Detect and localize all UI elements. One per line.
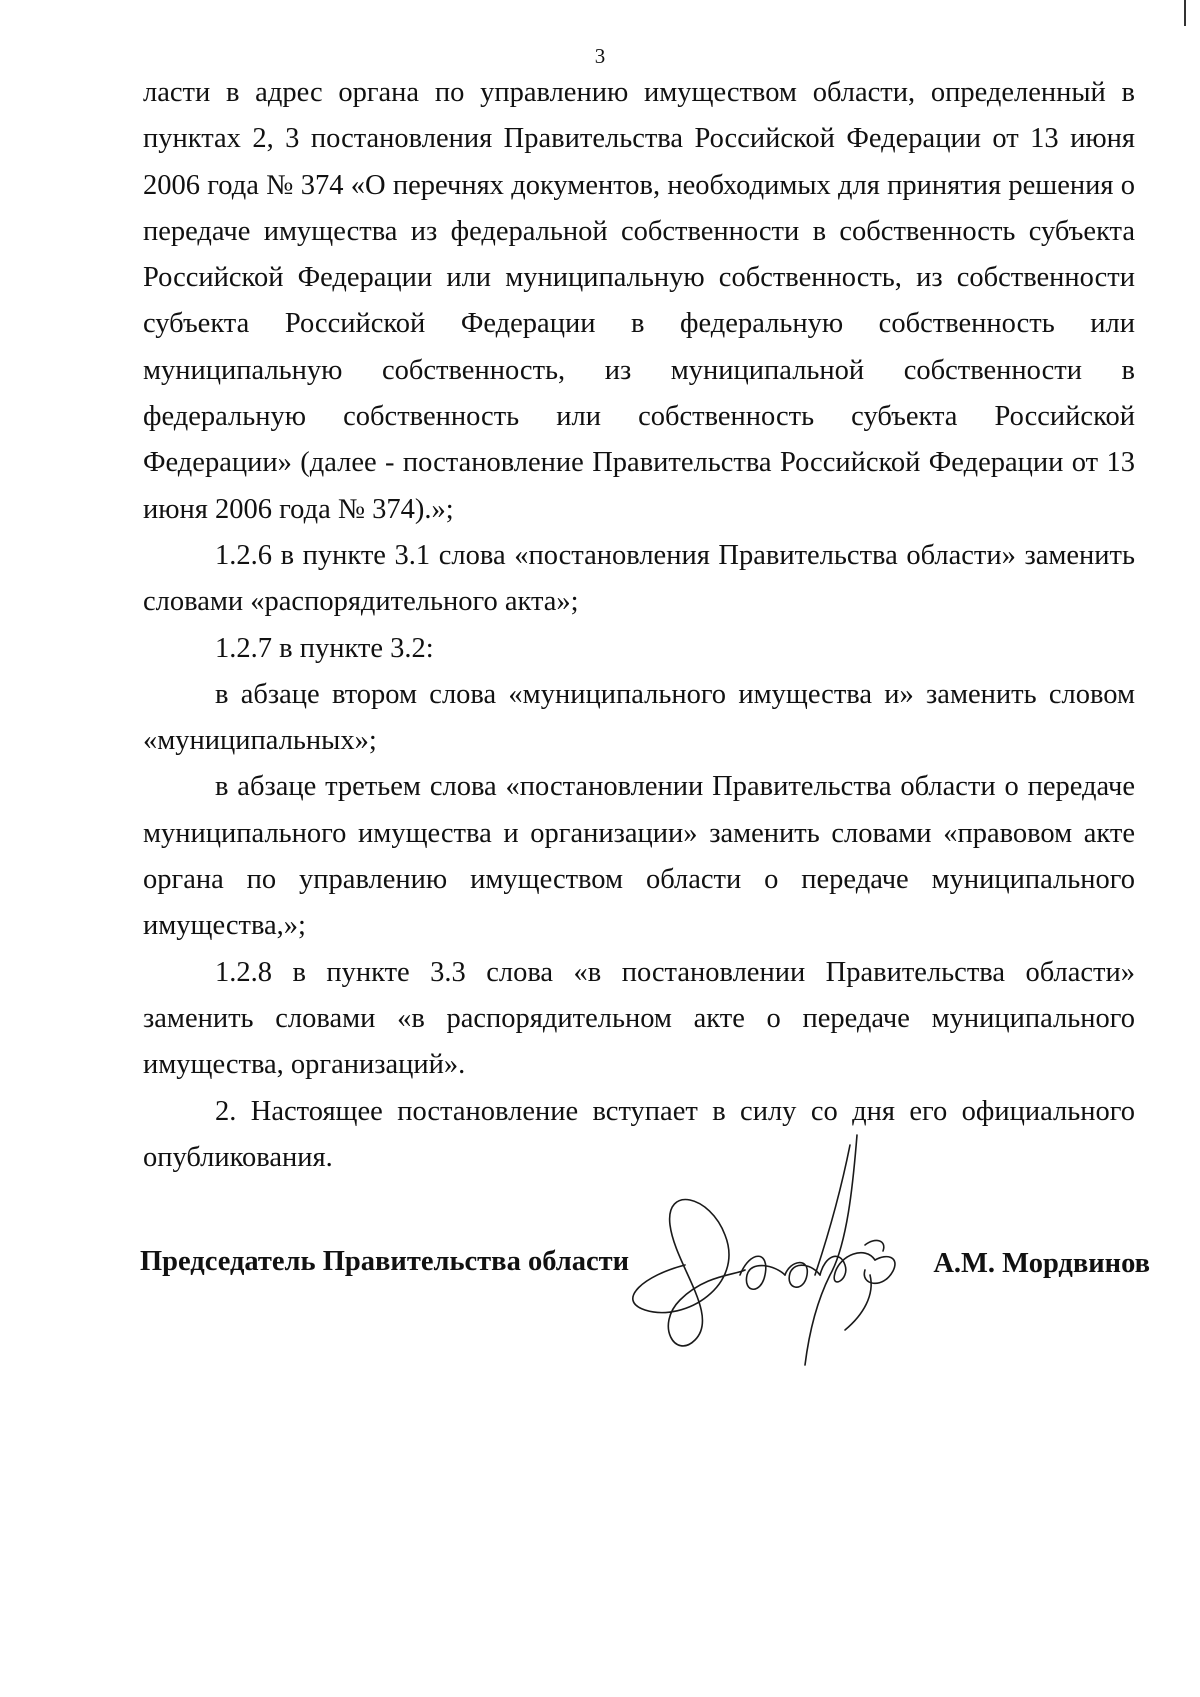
- paragraph-third-abzac: в абзаце третьем слова «постановлении Правительства области о передаче муниципального имущества и организации» заменить словами «правовом акте органа по управлению имуществом области о передаче муниципального имущества,»;: [143, 771, 1135, 942]
- signature-block: [140, 1235, 1150, 1355]
- signatory-position: Председатель Правительства области: [140, 1246, 630, 1277]
- paragraph-continuation: ласти в адрес органа по управлению имуществом области, определенный в пунктах 2, 3 постановления Правительства Российской Федерации от 13 июня 2006 года № 374 «О перечнях документов, необходимых для принятия решения о передаче имущества из федеральной собственности в собственность субъекта Российской Федерации или муниципальную собственность, из собственности субъекта Российской Федерации в федеральную собственность или муниципальную собственность, из муниципальной собственности в федеральную собственность или собственность субъекта Российской Федерации» (далее - постановление Правительства Российской Федерации от 13 июня 2006 года № 374).»;: [143, 77, 1135, 525]
- page-number: 3: [594, 44, 606, 68]
- scan-edge-mark: [1184, 0, 1186, 26]
- paragraph-item-1-2-8: 1.2.8 в пункте 3.3 слова «в постановлении Правительства области» заменить словами «в распорядительном акте о передаче муниципального имущества, организаций».: [143, 956, 1135, 1081]
- paragraph-item-1-2-7: 1.2.7 в пункте 3.2:: [215, 632, 434, 664]
- document-body: [143, 70, 1135, 1181]
- paragraph-item-2: 2. Настоящее постановление вступает в силу со дня его официального опубликования.: [143, 1095, 1135, 1173]
- paragraph-second-abzac: в абзаце втором слова «муниципального имущества и» заменить словом «муниципальных»;: [143, 678, 1135, 757]
- paragraph-item-1-2-6: 1.2.6 в пункте 3.1 слова «постановления Правительства области» заменить словами «распорядительного акта»;: [143, 539, 1135, 618]
- signatory-name: А.М. Мордвинов: [933, 1248, 1150, 1279]
